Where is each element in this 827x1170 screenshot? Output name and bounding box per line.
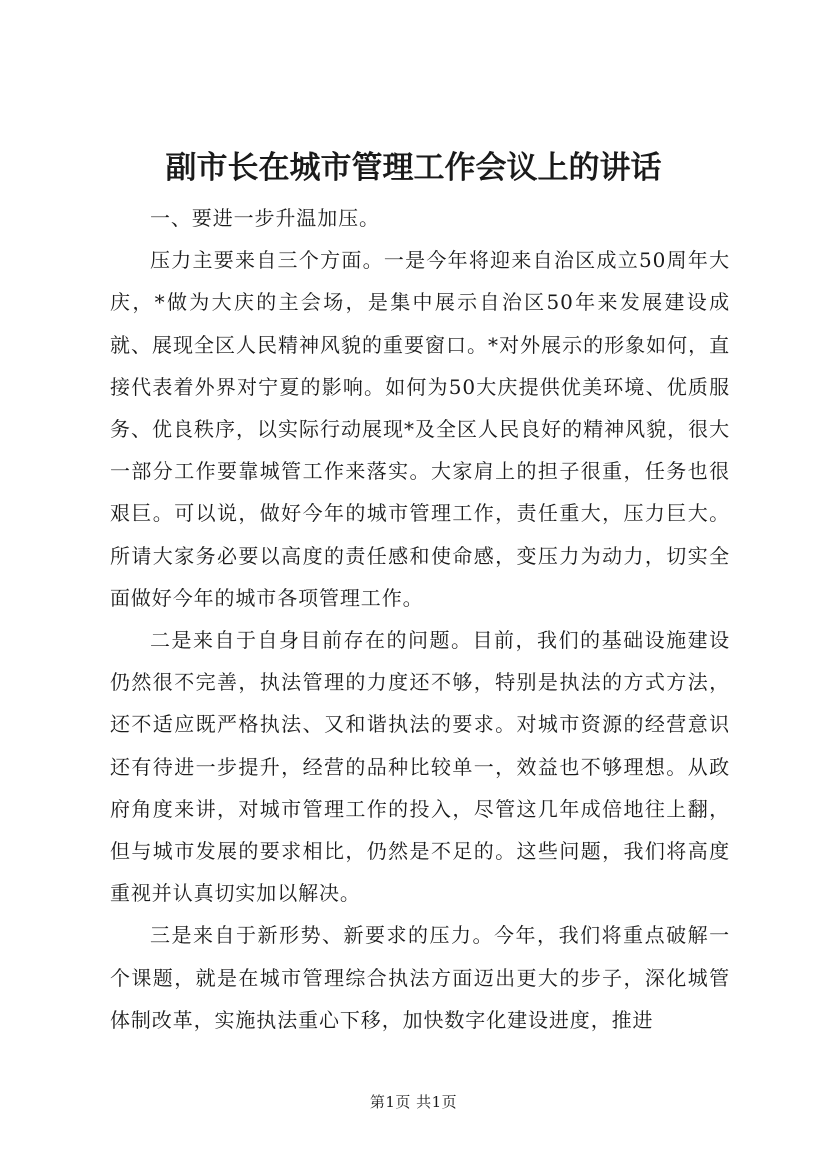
page-footer: 第1页 共1页 bbox=[369, 1093, 458, 1111]
paragraph-new-situation: 三是来自于新形势、新要求的压力。今年，我们将重点破解一个课题，就是在城市管理综合执法方面迈出更大的步子，深化城管体制改革，实施执法重心下移，加快数字化建设进度，推进 bbox=[110, 923, 730, 1032]
document-body bbox=[110, 197, 730, 1041]
paragraph-existing-problems: 二是来自于自身目前存在的问题。目前，我们的基础设施建设仍然很不完善，执法管理的力度还不够，特别是执法的方式方法，还不适应既严格执法、又和谐执法的要求。对城市资源的经营意识还有待进一步提升，经营的品种比较单一，效益也不够理想。从政府角度来讲，对城市管理工作的投入，尽管这几年成倍地往上翻，但与城市发展的要求相比，仍然是不足的。这些问题，我们将高度重视并认真切实加以解决。 bbox=[110, 628, 730, 906]
document-title: 副市长在城市管理工作会议上的讲话 bbox=[165, 150, 662, 186]
paragraph-pressure-sources: 压力主要来自三个方面。一是今年将迎来自治区成立50周年大庆，*做为大庆的主会场，是集中展示自治区50年来发展建设成就、展现全区人民精神风貌的重要窗口。*对外展示的形象如何，直接代表着外界对宁夏的影响。如何为50大庆提供优美环境、优质服务、优良秩序，以实际行动展现*及全区人民良好的精神风貌，很大一部分工作要靠城管工作来落实。大家肩上的担子很重，任务也很艰巨。可以说，做好今年的城市管理工作，责任重大，压力巨大。所请大家务必要以高度的责任感和使命感，变压力为动力，切实全面做好今年的城市各项管理工作。 bbox=[110, 248, 730, 610]
section-heading: 一、要进一步升温加压。 bbox=[150, 206, 380, 230]
